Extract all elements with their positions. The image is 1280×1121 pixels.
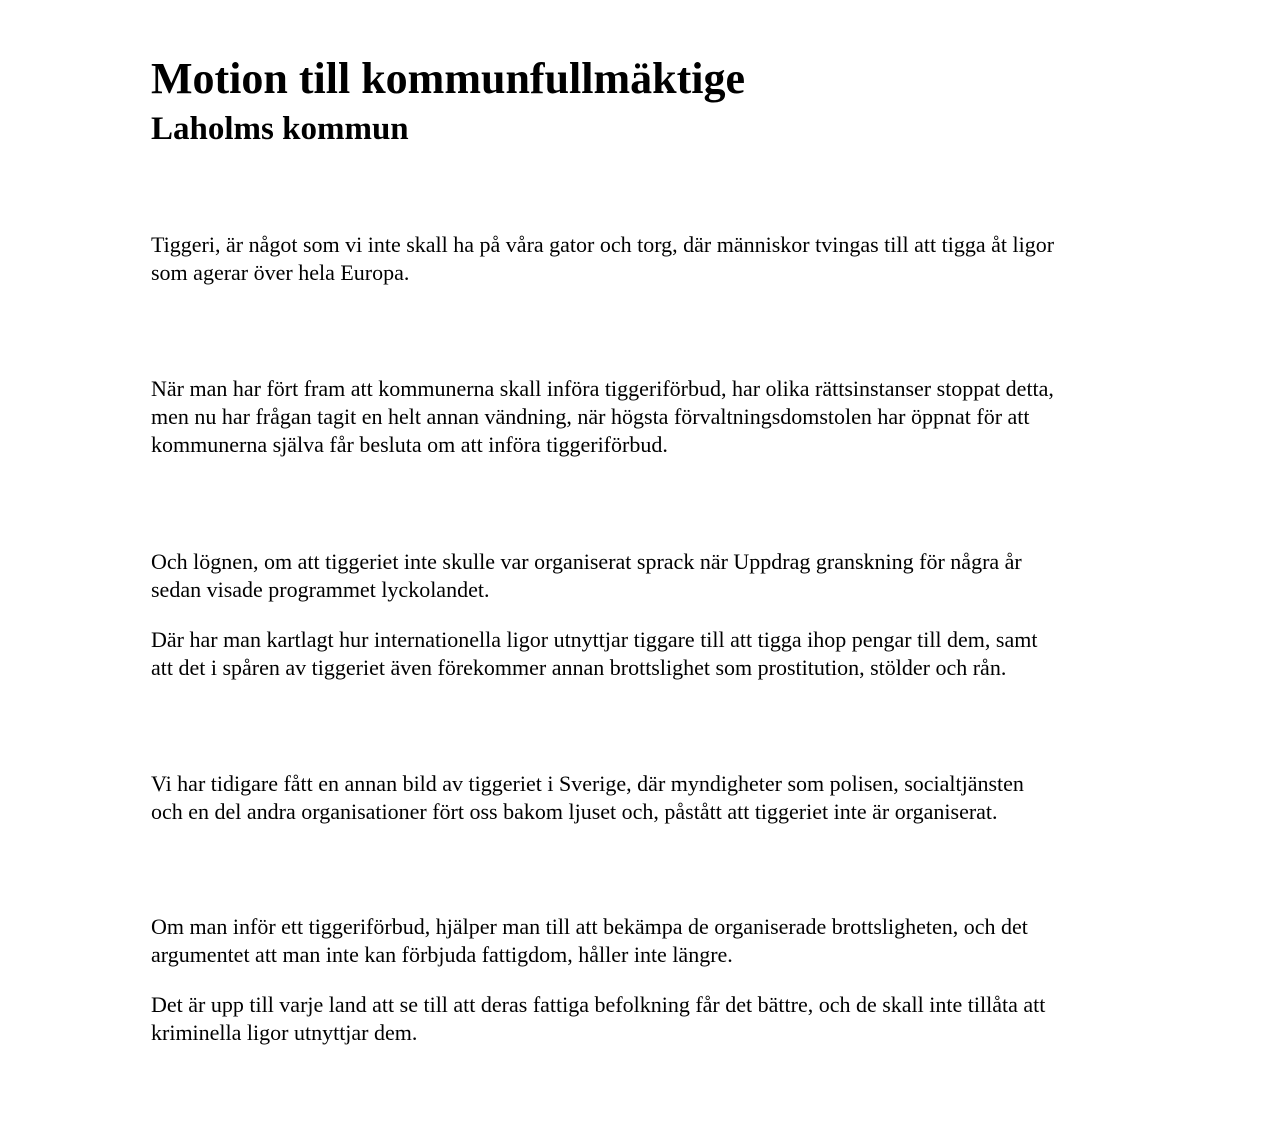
paragraph-2 (151, 375, 1141, 459)
paragraph-line: som agerar över hela Europa. (151, 260, 410, 285)
paragraph-line: Vi har tidigare fått en annan bild av tiggeriet i Sverige, där myndigheter som polisen, socialtjänsten (151, 771, 1024, 796)
paragraph-line: sedan visade programmet lyckolandet. (151, 577, 490, 602)
paragraph-line: och en del andra organisationer fört oss bakom ljuset och, påstått att tiggeriet inte är organiserat. (151, 799, 998, 824)
paragraph-3 (151, 548, 1141, 604)
paragraph-line: kriminella ligor utnyttjar dem. (151, 1020, 418, 1045)
paragraph-1 (151, 231, 1141, 287)
paragraph-line: Om man inför ett tiggeriförbud, hjälper man till att bekämpa de organiserade brottsligheten, och det (151, 914, 1028, 939)
paragraph-line: Det är upp till varje land att se till att deras fattiga befolkning får det bättre, och de skall inte tillåta att (151, 992, 1046, 1017)
municipality-heading: Laholms kommun (151, 111, 409, 147)
paragraph-line: Där har man kartlagt hur internationella ligor utnyttjar tiggare till att tigga ihop pengar till dem, samt (151, 627, 1038, 652)
paragraph-5 (151, 770, 1141, 826)
paragraph-line: kommunerna själva får besluta om att införa tiggeriförbud. (151, 432, 668, 457)
paragraph-line: När man har fört fram att kommunerna skall införa tiggeriförbud, har olika rättsinstanser stoppat detta, (151, 376, 1054, 401)
paragraph-6 (151, 913, 1141, 969)
paragraph-line: att det i spåren av tiggeriet även förekommer annan brottslighet som prostitution, stölder och rån. (151, 655, 1007, 680)
paragraph-7 (151, 991, 1141, 1047)
paragraph-line: Och lögnen, om att tiggeriet inte skulle var organiserat sprack när Uppdrag granskning för några år (151, 549, 1022, 574)
paragraph-line: argumentet att man inte kan förbjuda fattigdom, håller inte längre. (151, 942, 733, 967)
paragraph-4 (151, 626, 1141, 682)
paragraph-line: men nu har frågan tagit en helt annan vändning, när högsta förvaltningsdomstolen har öppnat för att (151, 404, 1030, 429)
document-title: Motion till kommunfullmäktige (151, 54, 746, 103)
paragraph-line: Tiggeri, är något som vi inte skall ha på våra gator och torg, där människor tvingas till att tigga åt ligor (151, 232, 1055, 257)
